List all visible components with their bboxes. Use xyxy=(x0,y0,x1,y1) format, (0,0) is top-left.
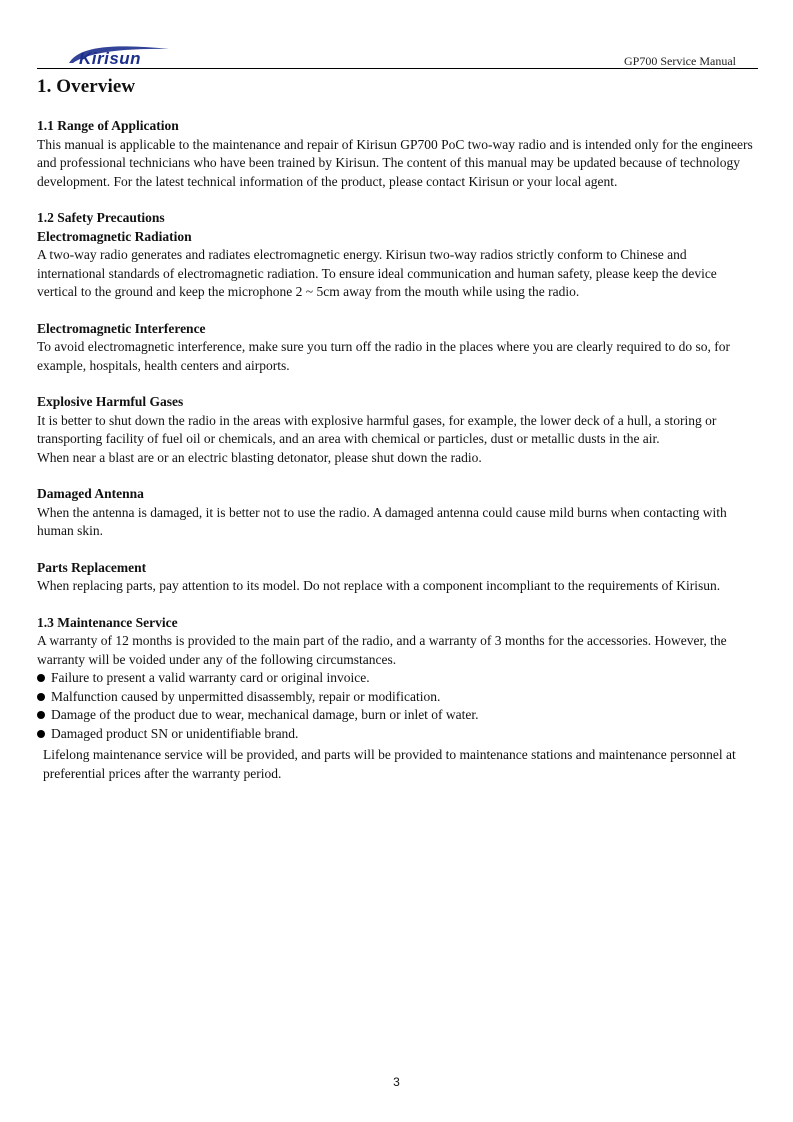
list-item: Damaged product SN or unidentifiable brand. xyxy=(37,725,758,744)
maintenance-paragraph: A warranty of 12 months is provided to the main part of the radio, and a warranty of 3 months for the accessories. However, the warranty will be voided under any of the following circumstances. xyxy=(37,633,727,667)
subheading-parts: Parts Replacement xyxy=(37,559,147,575)
closing-paragraph: Lifelong maintenance service will be provided, and parts will be provided to maintenance stations and maintenance personnel at preferential prices after the warranty period. xyxy=(43,747,736,781)
parts-paragraph: When replacing parts, pay attention to its model. Do not replace with a component incompliant to the requirements of Kirisun. xyxy=(37,578,721,593)
page-header xyxy=(37,42,758,70)
section-heading-maintenance: 1.3 Maintenance Service xyxy=(37,614,178,630)
section-heading-safety: 1.2 Safety Precautions xyxy=(37,210,165,225)
list-item: Failure to present a valid warranty card or original invoice. xyxy=(37,669,758,688)
svg-text:Kirisun: Kirisun xyxy=(79,49,142,68)
subheading-interference: Electromagnetic Interference xyxy=(37,320,206,336)
section-heading-range: 1.1 Range of Application xyxy=(37,118,179,133)
radiation-paragraph: A two-way radio generates and radiates electromagnetic energy. Kirisun two-way radios strictly conform to Chinese and international standards of electromagnetic radiation. To ensure ideal communication and human safety, please keep the device vertical to the ground and keep the microphone 2 ~ 5cm away from the mouth while using the radio. xyxy=(37,247,717,299)
list-item: Malfunction caused by unpermitted disassembly, repair or modification. xyxy=(37,688,758,707)
subheading-radiation: Electromagnetic Radiation xyxy=(37,228,192,244)
header-divider xyxy=(37,68,758,69)
list-item: Damage of the product due to wear, mechanical damage, burn or inlet of water. xyxy=(37,706,758,725)
chapter-title: 1. Overview xyxy=(37,76,136,97)
gases-paragraph-2: When near a blast are or an electric blasting detonator, please shut down the radio. xyxy=(37,449,482,465)
bullet-icon xyxy=(37,674,45,682)
gases-paragraph: It is better to shut down the radio in the areas with explosive harmful gases, for example, the lower deck of a hull, a storing or transporting facility of fuel oil or chemicals, and an area with chemical or particles, dust or metallic dusts in the air. xyxy=(37,412,717,446)
document-title: GP700 Service Manual xyxy=(624,54,736,68)
page-number: 3 xyxy=(393,1075,400,1089)
bullet-icon xyxy=(37,711,45,719)
subheading-gases: Explosive Harmful Gases xyxy=(37,394,184,409)
subheading-antenna: Damaged Antenna xyxy=(37,486,144,501)
page-content xyxy=(37,76,758,783)
interference-paragraph: To avoid electromagnetic interference, make sure you turn off the radio in the places where you are clearly required to do so, for example, hospitals, health centers and airports. xyxy=(37,339,731,373)
bullet-icon xyxy=(37,693,45,701)
warranty-exclusions-list xyxy=(37,669,758,743)
kirisun-logo xyxy=(65,44,180,68)
range-paragraph: This manual is applicable to the maintenance and repair of Kirisun GP700 PoC two-way radio and is intended only for the engineers and professional technicians who have been trained by Kirisun. The content of this manual may be updated because of technology development. For the latest technical information of the product, please contact Kirisun or your local agent. xyxy=(37,136,753,189)
antenna-paragraph: When the antenna is damaged, it is better not to use the radio. A damaged antenna could cause mild burns when contacting with human skin. xyxy=(37,504,727,538)
bullet-icon xyxy=(37,730,45,738)
